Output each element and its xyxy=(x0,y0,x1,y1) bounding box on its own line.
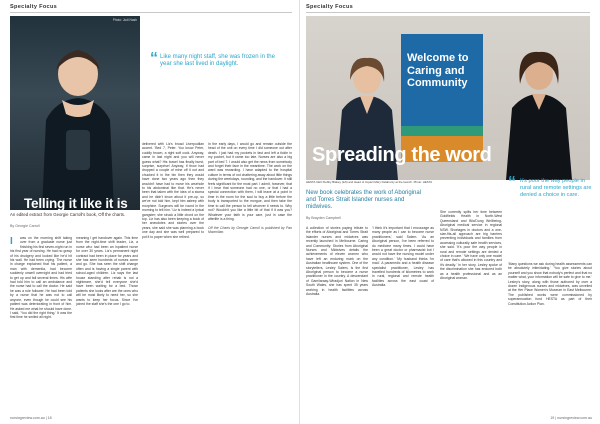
dropcap: I xyxy=(10,236,13,247)
author-photo xyxy=(10,16,140,210)
pull-quote-right xyxy=(508,174,594,258)
body-column-3: delivered with Liz's broad Liverpudlian accent. 'Bed 7, Peter. You know Peter, cuddly brown, a right soft cock. Anyway, came in last night and you will never guess what? His bowel has finally burst, surprise, surprise! Anyway, if thow had dropped a couple of mine off it out and chucked it in the bin then they would have done two years ago then they wouldn't have had to move his arsehole to his abdominal like that. He's never been that taken with the idea of a stoma and he didn't know about it pre-op, so we've not told him, kept him asleep with morphine. Surgeons will be round in the morning to tell him.' Liz is indeed a lyrical gangster; she struck a little chord on the top. Liz has also been keeping a book of her anecdotes and stories over the years, she said she was planning a book one day and she was well prepared to put it to paper when she retired. xyxy=(142,142,204,239)
section-label-left: Specialty Focus xyxy=(10,4,58,10)
body-column-8: 'Many questions we ask during health assessments can be absolutely intimidating.' 'You give stories about yourself and you show that nobody's perfect and that no matter what, your information will be safe to give to me.' Lesley's story, along with those authored by over a dozen Indigenous nurses and midwives, was unveiled at the Her Place Women's Museum in East Melbourne. The published works were commissioned by superannuation fund HESTA as part of their Constitution Action Plan. xyxy=(508,262,592,306)
article-headline-right: Spreading the word xyxy=(312,144,492,166)
folio-right: 19 | nursingreview.com.au xyxy=(550,416,592,420)
banner-text: Welcome to Caring and Community xyxy=(407,52,469,89)
section-rule-right xyxy=(306,12,590,13)
body-column-1 xyxy=(10,236,72,416)
body-column-5: A collection of stories paying tribute to the efforts of Aboriginal and Torres Strait Islander nurses and midwives was recently launched in Melbourne. Caring and Community: Stories from Aboriginal Nurses and Midwives details the achievements of eleven women who have left an enduring mark on the Australian healthcare system. One of the storytellers, Lesley Salem, is the first Aboriginal person to become a nurse practitioner in the country. A descendant of Gamilaraay-Wiradjuri Nation in New South Wales, she has spent 35 years working in health facilities across Australia. xyxy=(306,226,368,297)
section-rule-left xyxy=(10,12,292,13)
banner-stripe-green xyxy=(401,126,483,136)
photo-credit: Photo: Jodi Nash xyxy=(112,18,137,22)
body-column-4 xyxy=(208,142,292,414)
section-label-right: Specialty Focus xyxy=(306,4,354,10)
quote-mark-icon: “ xyxy=(508,174,516,191)
body-column-4-text: In the early days, I would go and remain outside the head of the unit on every time I did someone out after death. I just had my pockets in fast and left a tickle in my pocket, but it came too late. Nurses are also a big part of bed 7. I would also get the news from somebody and forget their face in the meantime. The work on the ward was rewarding. I have adapted to the hospital culture in terms of not chattering away about little things during the weekdays, rounding, and the handover. It still feels significant for the most part. I admit, however, that if I hear that someone had no one, or that I had a special connection with them, I will leave at a point in time in the room for the soul to buy a little before the body is transported to the morgue, and then take the time to call the person to tell whoever it needs to. Why not? Wouldn't you like a little bit of that if it was you? Whatever your faith is your care, just in case the afterlife is a thing. xyxy=(208,142,292,221)
book-credit: Off the Charts by Georgie Carroll is published by Pan Macmillan. xyxy=(208,225,292,235)
pull-quote-right-text: It's poor the way people in rural and remote settings are denied a choice in care. xyxy=(520,178,592,198)
standfirst: An edited extract from Georgie Carroll's book, Off the charts. xyxy=(10,212,126,217)
body-column-2: meaning I get handover again. This time from the night-time shift leader, Liz, a nurse who had been an inpatient nurse for over 30 years. Liz's permanent night contract had been in place for years and she has seen hundreds of nurses come and go. She has seen the shift change often and is having a single parent with school-aged children. Liz says the last house standing after rehab is not a nightmare, she'd tell everyone she'd have been waiting for a bed. Those patients she looks after are the ones who will be most likely to need her, so she wants to keep her focus. Since I've joined the staff she's the one I go to. xyxy=(76,236,138,307)
article-headline-left: Telling it like it is xyxy=(24,196,128,210)
photo-caption: HESTA CEO Debby Blakey (left) and Head of Impact Mary Delahunty at the launch. Photo: HESTA xyxy=(306,180,433,184)
folio-left: nursingreview.com.au | 18 xyxy=(10,416,52,420)
article-deck: New book celebrates the work of Aboriginal and Torres Strait Islander nurses and midwives. xyxy=(306,190,422,211)
body-column-7: She currently splits her time between Goldfields Health in North-West Queensland and Bila'Dung Wellbeing-Aboriginal medical service in regional NSW. Shortages in doctors and a one-size-fits-all approach are big barriers preventing individuals and families from accessing culturally safe health services, she said. 'It's poor the way people in rural and remote settings are denied a choice in care.' 'We have only one model of care that's allowed in this country and it's deadly.' In her story, Lesley spoke of the discrimination she has endured both as a health professional and as an Aboriginal woman. xyxy=(440,210,502,281)
pull-quote-left xyxy=(150,50,290,124)
pull-quote-text: Like many night staff, she was frozen in the year she last lived in daylight. xyxy=(160,54,275,68)
person-right-image xyxy=(502,44,576,180)
body-column-1-text: was on the morning shift taking over from a graduate nurse just finishing his first seven-night run in his first year of nursing. He had no grasp of his drudgery and looked like he'd hit his wall. He had been crying. The nurse in charge explained that his patient, a man with dementia, had become suddenly unwell overnight and had tried to get up and fall several times. His wife had told him to call an ambulance and the nurse had to call the doctor. He said he was a rule follower. He had been told by a nurse that he was not to call anyone, even though he could see his patient was deteriorating in front of him. He asked me what he should have done. I said, 'You did the right thing.' It was the first time he smiled all night. xyxy=(10,236,72,320)
event-banner xyxy=(401,34,483,162)
quote-mark-icon: “ xyxy=(150,50,158,67)
author-figure-image xyxy=(26,40,130,210)
byline-left: By Georgie Carroll xyxy=(10,224,40,228)
byline-right: By Brayden Campbell xyxy=(306,216,341,220)
body-column-6: 'I think it's important that I encourage as many people as I can to become nurse practitioners,' said Salem. 'As an Aboriginal person, I've been referred to do medicine many times. I could have been a great doctor or pharmacist but I would not have the nursing model under any condition.' 'My husband thinks I'm mad.' A paramedic and a health disease specialist practitioner, Lesley has travelled hundreds of kilometres to work in rural, regional and remote health facilities across the east coast of Australia. xyxy=(372,226,434,288)
